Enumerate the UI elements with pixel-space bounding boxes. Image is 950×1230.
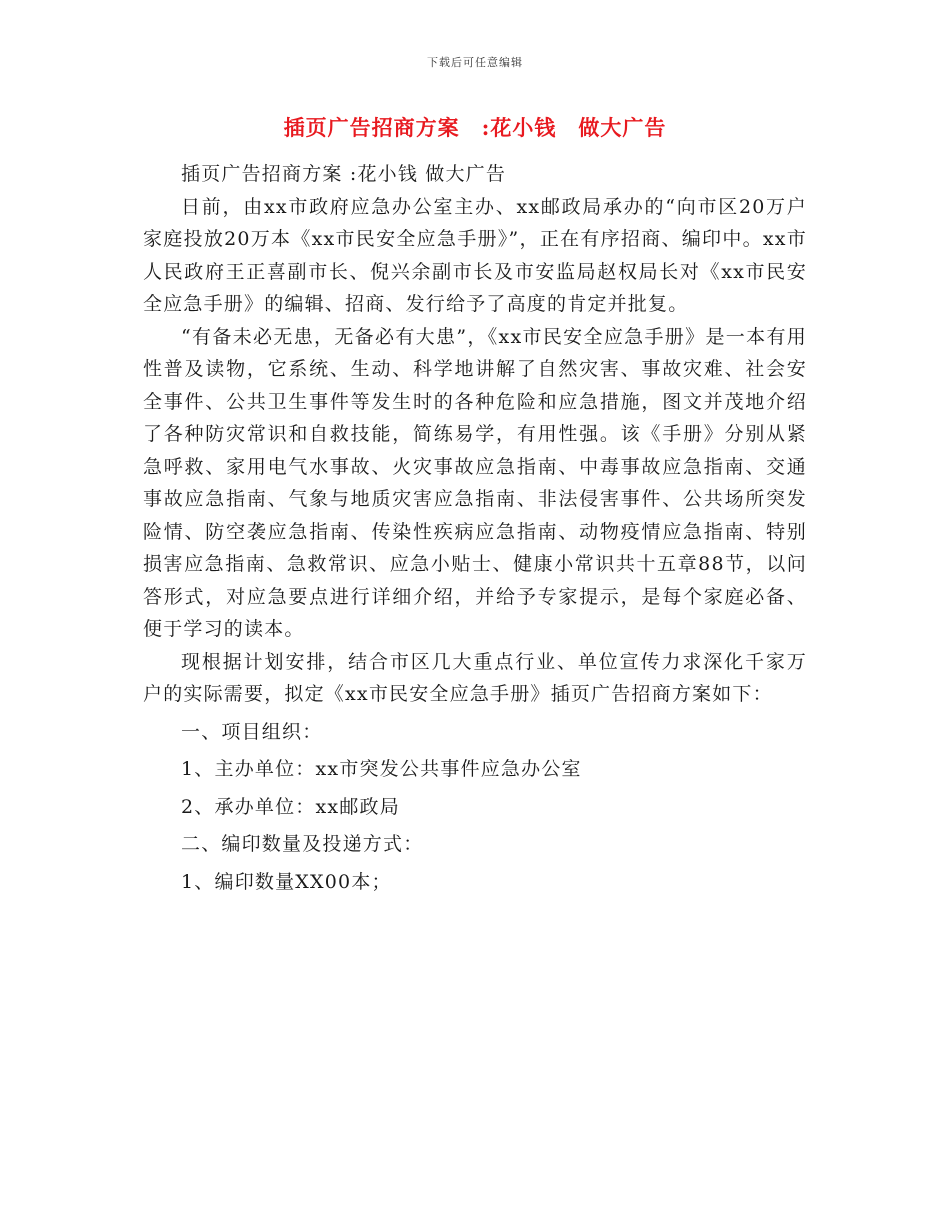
plan-intro-paragraph: 现根据计划安排，结合市区几大重点行业、单位宣传力求深化千家万户的实际需要，拟定《xx市民安全应急手册》插页广告招商方案如下： xyxy=(143,650,807,705)
document-body xyxy=(143,158,807,898)
handbook-description-paragraph: “有备未必无患，无备必有大患”，《xx市民安全应急手册》是一本有用性普及读物，它系统、生动、科学地讲解了自然灾害、事故灾难、社会安全事件、公共卫生事件等发生时的各种危险和应急措施，图文并茂地介绍了各种防灾常识和自救技能，简练易学，有用性强。该《手册》分别从紧急呼救、家用电气水事故、火灾事故应急指南、中毒事故应急指南、交通事故应急指南、气象与地质灾害应急指南、非法侵害事件、公共场所突发险情、防空袭应急指南、传染性疾病应急指南、动物疫情应急指南、特别损害应急指南、急救常识、应急小贴士、健康小常识共十五章88节，以问答形式，对应急要点进行详细介绍，并给予专家提示，是每个家庭必备、便于学习的读本。 xyxy=(143,325,807,640)
section-heading-organization: 一、项目组织： xyxy=(181,720,323,743)
document-title: 插页广告招商方案 :花小钱 做大广告 xyxy=(283,115,667,140)
header-note: 下载后可任意编辑 xyxy=(427,56,523,69)
print-quantity-line: 1、编印数量XX00本； xyxy=(181,870,392,893)
organizer-line: 1、主办单位：xx市突发公共事件应急办公室 xyxy=(181,758,582,780)
subtitle-paragraph: 插页广告招商方案 :花小钱 做大广告 xyxy=(181,163,507,185)
intro-paragraph: 日前，由xx市政府应急办公室主办、xx邮政局承办的“向市区20万户家庭投放20万本《xx市民安全应急手册》”，正在有序招商、编印中。xx市人民政府王正喜副市长、倪兴余副市长及市安监局赵权局长对《xx市民安全应急手册》的编辑、招商、发行给予了高度的肯定并批复。 xyxy=(143,195,807,315)
undertaker-line: 2、承办单位：xx邮政局 xyxy=(181,795,400,818)
section-heading-printing: 二、编印数量及投递方式： xyxy=(181,833,424,855)
